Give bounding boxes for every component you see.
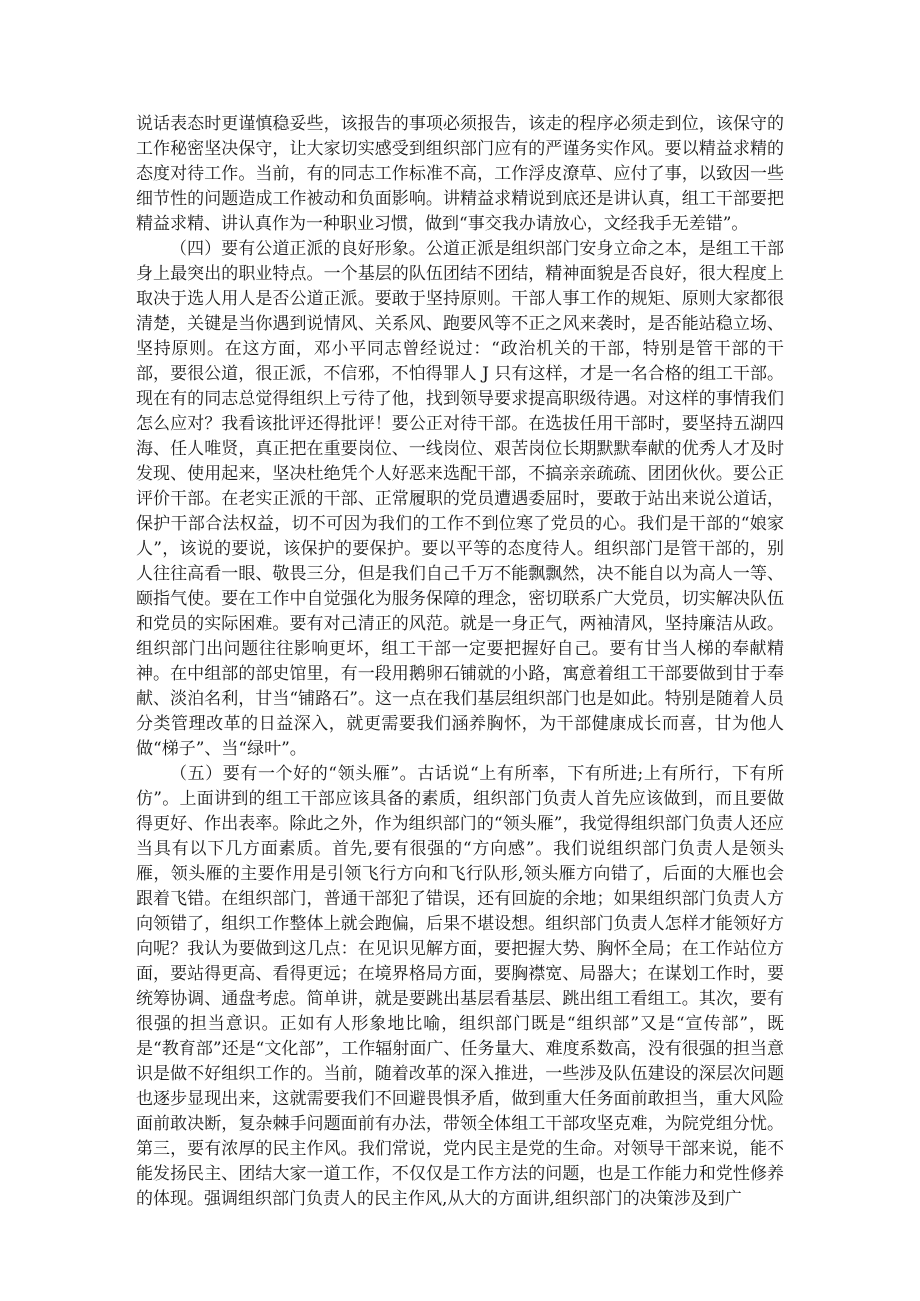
paragraph-continuation: 说话表态时更谨慎稳妥些，该报告的事项必须报告，该走的程序必须走到位，该保守的工作秘密坚决保守，让大家切实感受到组织部门应有的严谨务实作风。要以精益求精的态度对待工作。当前，有的同志工作标准不高，工作浮皮潦草、应付了事，以致因一些细节性的问题造成工作被动和负面影响。讲精益求精说到底还是讲认真，组工干部要把精益求精、讲认真作为一种职业习惯，做到“事交我办请放心，文经我手无差错”。 xyxy=(136,114,784,234)
paragraph-section-five: （五）要有一个好的“领头雁”。古话说“上有所率，下有所进;上有所行，下有所仿”。上面讲到的组工干部应该具备的素质，组织部门负责人首先应该做到，而且要做得更好、作出表率。除此之外，作为组织部门的“领头雁”，我觉得组织部门负责人还应当具有以下几方面素质。首先,要有很强的“方向感”。我们说组织部门负责人是领头雁，领头雁的主要作用是引领飞行方向和飞行队形,领头雁方向错了，后面的大雁也会跟着飞错。在组织部门，普通干部犯了错误，还有回旋的余地；如果组织部门负责人方向领错了，组织工作整体上就会跑偏，后果不堪设想。组织部门负责人怎样才能领好方向呢？我认为要做到这几点：在见识见解方面，要把握大势、胸怀全局；在工作站位方面，要站得更高、看得更远；在境界格局方面，要胸襟宽、局器大；在谋划工作时，要统筹协调、通盘考虑。简单讲，就是要跳出基层看基层、跳出组工看组工。其次，要有很强的担当意识。正如有人形象地比喻，组织部门既是“组织部”又是“宣传部”，既是“教育部”还是“文化部”，工作辐射面广、任务量大、难度系数高，没有很强的担当意识是做不好组织工作的。当前，随着改革的深入推进，一些涉及队伍建设的深层次问题也逐步显现出来，这就需要我们不回避畏惧矛盾，做到重大任务面前敢担当，重大风险面前敢决断，复杂棘手问题面前有办法，带领全体组工干部攻坚克难，为院党组分忧。第三，要有浓厚的民主作风。我们常说，党内民主是党的生命。对领导干部来说，能不能发扬民主、团结大家一道工作，不仅仅是工作方法的问题，也是工作能力和党性修养的体现。强调组织部门负责人的民主作风,从大的方面讲,组织部门的决策涉及到广 xyxy=(136,764,784,1209)
document-page xyxy=(136,112,784,1212)
paragraph-section-four: （四）要有公道正派的良好形象。公道正派是组织部门安身立命之本，是组工干部身上最突出的职业特点。一个基层的队伍团结不团结，精神面貌是否良好，很大程度上取决于选人用人是否公道正派。要敢于坚持原则。干部人事工作的规矩、原则大家都很清楚，关键是当你遇到说情风、关系风、跑要风等不正之风来袭时，是否能站稳立场、坚持原则。在这方面，邓小平同志曾经说过：“政治机关的干部，特别是管干部的干部，要很公道，很正派，不信邪，不怕得罪人 J 只有这样，才是一名合格的组工干部。现在有的同志总觉得组织上亏待了他，找到领导要求提高职级待遇。对这样的事情我们怎么应对？我看该批评还得批评！要公正对待干部。在选拔任用干部时，要坚持五湖四海、任人唯贤，真正把在重要岗位、一线岗位、艰苦岗位长期默默奉献的优秀人才及时发现、使用起来，坚决杜绝凭个人好恶来选配干部，不搞亲亲疏疏、团团伙伙。要公正评价干部。在老实正派的干部、正常履职的党员遭遇委屈时，要敢于站出来说公道话，保护干部合法权益，切不可因为我们的工作不到位寒了党员的心。我们是干部的“娘家人”，该说的要说，该保护的要保护。要以平等的态度待人。组织部门是管干部的，别人往往高看一眼、敬畏三分，但是我们自己千万不能飘飘然，决不能自以为高人一等、颐指气使。要在工作中自觉强化为服务保障的理念，密切联系广大党员，切实解决队伍和党员的实际困难。要有对己清正的风范。就是一身正气，两袖清风，坚持廉洁从政。组织部门出问题往往影响更坏，组工干部一定要把握好自己。要有甘当人梯的奉献精神。在中组部的部史馆里，有一段用鹅卵石铺就的小路，寓意着组工干部要做到甘于奉献、淡泊名利，甘当“铺路石”。这一点在我们基层组织部门也是如此。特别是随着人员分类管理改革的日益深入，就更需要我们涵养胸怀，为干部健康成长而喜，甘为他人做“梯子”、当“绿叶”。 xyxy=(136,239,784,759)
